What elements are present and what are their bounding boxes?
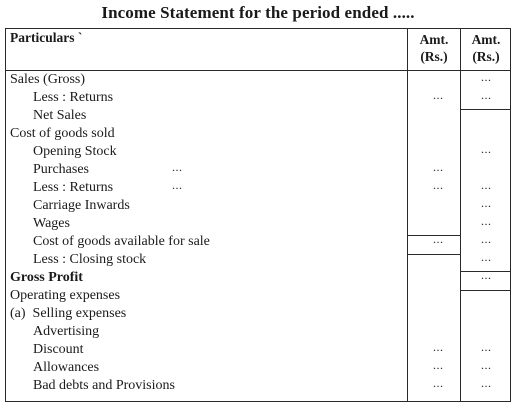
table-border-top (5, 28, 511, 29)
row-label: (a) Selling expenses (10, 306, 127, 321)
row-label: Gross Profit (10, 270, 83, 285)
amount-col1: ... (433, 232, 444, 246)
row-label: Advertising (33, 324, 100, 339)
table-row (5, 287, 511, 305)
row-label: Operating expenses (10, 288, 121, 303)
amount-col1: ... (433, 376, 444, 390)
amount-col2: ... (481, 142, 492, 156)
header-amount-col1-line1: Amt. (419, 32, 449, 47)
amount-inner: ... (172, 178, 183, 192)
amount-col2: ... (481, 376, 492, 390)
row-label: Less : Returns (33, 180, 114, 195)
table-row (5, 89, 511, 107)
row-label: Net Sales (33, 108, 87, 123)
row-label: Carriage Inwards (33, 198, 130, 213)
header-amount-col1 (408, 31, 460, 65)
table-row (5, 305, 511, 323)
header-amount-col2-line2: (Rs.) (472, 49, 500, 64)
header-amount-col2-line1: Amt. (471, 32, 501, 47)
amount-col2: ... (481, 196, 492, 210)
table-row (5, 107, 511, 125)
amount-col2: ... (481, 340, 492, 354)
table-row (5, 125, 511, 143)
amount-col2: ... (481, 250, 492, 264)
table-row (5, 269, 511, 287)
amount-col2: ... (481, 88, 492, 102)
table-row (5, 233, 511, 251)
table-border-bottom (5, 401, 511, 402)
amount-col2: ... (481, 268, 492, 282)
row-label: Cost of goods available for sale (33, 234, 210, 249)
row-label: Wages (33, 216, 70, 231)
amount-col1: ... (433, 178, 444, 192)
table-row (5, 179, 511, 197)
amount-col1: ... (433, 358, 444, 372)
amount-col2: ... (481, 70, 492, 84)
statement-title: Income Statement for the period ended ..... (101, 3, 415, 22)
table-row (5, 377, 511, 395)
amount-col1: ... (433, 340, 444, 354)
amount-col2: ... (481, 232, 492, 246)
row-label: Purchases (33, 162, 89, 177)
amount-col1: ... (433, 88, 444, 102)
amount-col1: ... (433, 160, 444, 174)
header-amount-col1-line2: (Rs.) (420, 49, 448, 64)
row-label: Opening Stock (33, 144, 117, 159)
header-particulars: Particulars ` (10, 30, 83, 45)
row-label: Less : Returns (33, 90, 114, 105)
row-label: Sales (Gross) (10, 72, 86, 87)
row-label: Less : Closing stock (33, 252, 147, 267)
amount-col2: ... (481, 178, 492, 192)
amount-inner: ... (172, 160, 183, 174)
amount-col2: ... (481, 358, 492, 372)
row-label: Bad debts and Provisions (33, 378, 175, 393)
table-row (5, 251, 511, 269)
income-statement-table (5, 28, 511, 402)
header-amount-col2 (461, 31, 511, 65)
row-label: Cost of goods sold (10, 126, 115, 141)
row-label: Discount (33, 342, 84, 357)
table-row (5, 197, 511, 215)
amount-col2: ... (481, 214, 492, 228)
row-label: Allowances (33, 360, 100, 375)
